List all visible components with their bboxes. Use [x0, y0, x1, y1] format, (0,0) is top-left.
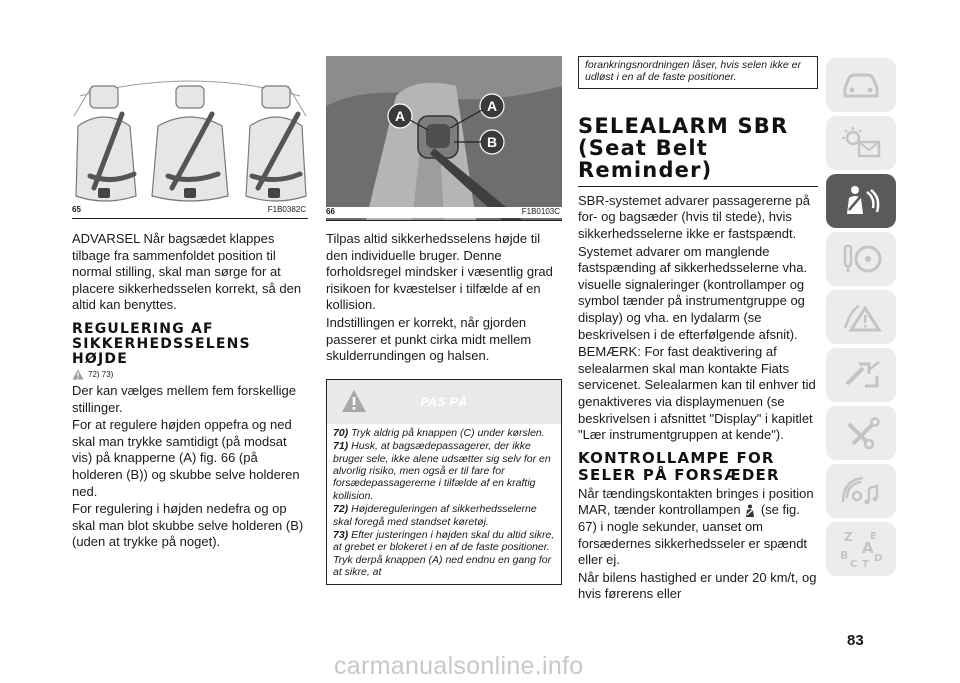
- paragraph: SBR-systemet advarer passagererne på for- og bagsæder (hvis til stede), hvis sikkerhedsselerne ikke er fastspændt.: [578, 192, 810, 241]
- chapter-tab-safety[interactable]: [826, 174, 896, 228]
- index-letters-icon: [836, 529, 886, 569]
- note-text: Husk, at bagsædepassagerer, der ikke bruger sele, ikke alene udsætter sig selv for en alvorlig risiko, men også er til fare for forsædepassagererne i tilfælde af en kraftig kollision.: [333, 440, 551, 502]
- caution-notes: [327, 424, 561, 584]
- watermark-text: carmanualsonline.info: [334, 652, 584, 680]
- caution-note-continued: forankringsnordningen låser, hvis selen ikke er udløst i en af de faste positioner.: [585, 59, 801, 84]
- section-heading-height-adjustment: REGULERING AF SIKKERHEDSSELENS HØJDE: [72, 320, 251, 367]
- figure-66: [326, 56, 562, 221]
- note-number: 71): [333, 440, 349, 453]
- column-left: [72, 56, 308, 551]
- chapter-title: SELEALARM SBR (Seat Belt Reminder): [578, 115, 818, 187]
- column-middle: [326, 56, 562, 585]
- chapter-tab-starting-driving[interactable]: [826, 232, 896, 286]
- paragraph: [578, 486, 818, 569]
- car-info-icon: [839, 68, 883, 102]
- section-heading-front-seat-lamp: KONTROLLAMPE FOR SELER PÅ FORSÆDER: [578, 448, 780, 484]
- index-letter: B: [840, 549, 849, 562]
- figure-number: 65: [72, 205, 81, 214]
- caution-header: [327, 380, 561, 424]
- paragraph: BEMÆRK: For fast deaktivering af selealarmen skal man kontakte Fiats servicenet. Selealarmen kan til enhver tid genaktiveres via displaymenuen (se beskrivelsen i afsnittet "Display" i kapitlet "Lær instrumentgruppen at kende").: [578, 344, 816, 443]
- note-text: Højdereguleringen af sikkerhedsselerne skal foregå med standset køretøj.: [333, 503, 537, 528]
- index-letter: C: [850, 559, 858, 569]
- figure-65: [72, 56, 308, 219]
- note-number: 72): [333, 503, 349, 516]
- caution-title: PAS PÅ: [420, 394, 468, 409]
- seatbelt-airbag-icon: [839, 184, 883, 218]
- caution-note: [333, 529, 555, 579]
- chapter-tab-emergency[interactable]: [826, 348, 896, 402]
- index-letter: D: [874, 553, 883, 564]
- caution-note: [333, 427, 555, 439]
- note-text: Tryk aldrig på knappen (C) under kørslen.: [351, 426, 545, 439]
- caution-note: [333, 440, 555, 502]
- chapter-tab-strip: [826, 58, 896, 580]
- paragraph: For at regulere højden oppefra og ned skal man trykke samtidigt (på modsat vis) på knapperne (A) fig. 66 (på holderen (B)) og skubbe selve holderen ned.: [72, 417, 300, 499]
- paragraph: Systemet advarer om manglende fastspænding af sikkerhedsselerne vha. visuelle signaleringer (kontrollamper og symbol tænder på instrumentgruppe og display) og vha. en lydalarm (se beskrivelsen i de efterfølgende afsnit).: [578, 243, 808, 342]
- caution-note: [333, 503, 555, 528]
- warning-triangle-icon: [839, 300, 883, 334]
- paragraph: Der kan vælges mellem fem forskellige stillinger.: [72, 382, 296, 415]
- note-number: 73): [333, 529, 349, 541]
- figure-caption: [326, 207, 562, 218]
- index-letter: A: [862, 539, 874, 557]
- chapter-tab-index[interactable]: [826, 522, 896, 576]
- callout-label: B: [486, 134, 498, 150]
- paragraph-text: Når tændingskontakten bringes i position MAR, tænder kontrollampen: [578, 485, 814, 518]
- refs-text: 72) 73): [88, 370, 114, 380]
- paragraph: Tilpas altid sikkerhedsselens højde til den individuelle bruger. Denne forholdsregel mindsker i væsentlig grad risikoen for kvæstelser i tilfælde af en kollision.: [326, 231, 553, 313]
- chapter-tab-car-info[interactable]: [826, 58, 896, 112]
- index-letter: Z: [844, 530, 853, 544]
- chapter-tab-service[interactable]: [826, 406, 896, 460]
- multimedia-icon: [839, 474, 883, 508]
- belt-adjuster-illustration: [326, 56, 562, 220]
- index-letter: T: [862, 559, 869, 569]
- service-wrench-icon: [839, 416, 883, 450]
- index-letter: E: [870, 531, 877, 542]
- figure-code: F1B0103C: [521, 207, 560, 216]
- warning-paragraph: ADVARSEL Når bagsædet klappes tilbage fra sammenfoldet position til normal stilling, skal man sørge for at placere sikkerhedsselen korrekt, så den altid kan benyttes.: [72, 231, 302, 313]
- page-number: 83: [847, 632, 864, 649]
- key-steering-icon: [839, 242, 883, 276]
- note-number: 70): [333, 426, 349, 439]
- caution-box: [326, 379, 562, 585]
- warning-refs: [72, 369, 308, 381]
- paragraph: Når bilens hastighed er under 20 km/t, og hvis førerens eller: [578, 569, 817, 602]
- emergency-tools-icon: [839, 358, 883, 392]
- seats-illustration: [72, 56, 308, 218]
- seatbelt-lamp-icon: [744, 504, 757, 518]
- paragraph: For regulering i højden nedefra og op skal man blot skubbe selve holderen (B) (uden at trykke på noget).: [72, 501, 304, 550]
- chapter-tab-lights-message[interactable]: [826, 116, 896, 170]
- warning-triangle-icon: [72, 369, 84, 380]
- callout-label: A: [486, 98, 498, 114]
- column-right: [578, 56, 818, 603]
- paragraph: Indstillingen er korrekt, når gjorden passerer et punkt cirka midt mellem skulderrundingen og halsen.: [326, 314, 532, 364]
- chapter-tab-warnings[interactable]: [826, 290, 896, 344]
- figure-code: F1B0382C: [267, 205, 306, 214]
- paragraph-text: (se fig. 67) i nogle sekunder, uanset om forsædernes sikkerhedsseler er spændt eller ej.: [578, 502, 808, 568]
- figure-caption: [72, 205, 308, 216]
- figure-number: 66: [326, 207, 335, 216]
- lights-message-icon: [839, 126, 883, 160]
- callout-label: A: [394, 108, 406, 124]
- chapter-tab-multimedia[interactable]: [826, 464, 896, 518]
- note-text: Efter justeringen i højden skal du altid sikre, at grebet er blokeret i en af de faste positioner. Tryk derpå knappen (A) ned endnu en gang for at sikre, at: [333, 529, 555, 579]
- caution-continued-box: [578, 56, 818, 89]
